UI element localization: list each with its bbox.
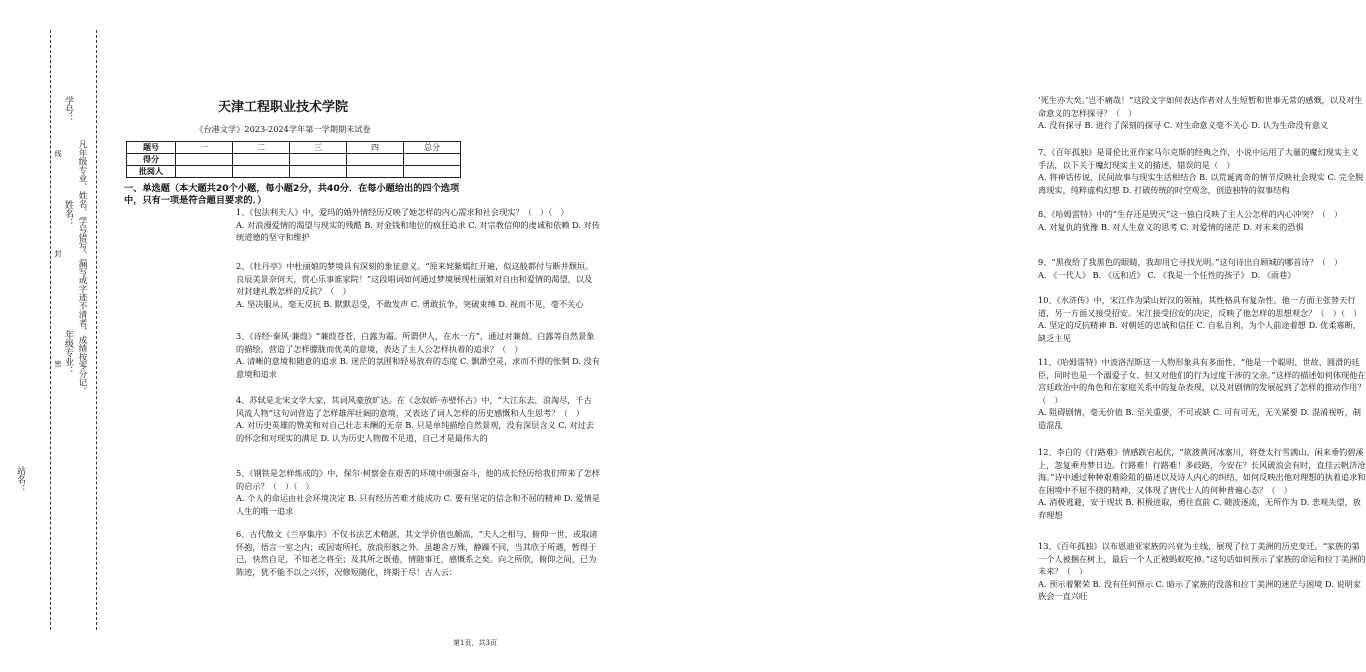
exam-subtitle: 《台港文学》2023-2024学年第一学期期末试卷 xyxy=(195,124,371,134)
question-options[interactable]: A. 将神话传说、民间故事与现实生活相结合 B. 以荒诞离奇的情节反映社会现实 C. 完全脱离现实，纯粹虚构幻想 D. 打破传统的时空观念，创造独特的叙事结构 xyxy=(1038,172,1364,195)
question-stem: 1、《包法利夫人》中，爱玛的婚外情经历反映了她怎样的内心需求和社会现实？（ ）（ ） xyxy=(236,207,569,217)
question-stem: 12、李白的《行路难》情感跌宕起伏，“欲渡黄河冰塞川，将登太行雪满山。闲来垂钓碧溪上，忽复乘舟梦日边。行路难！行路难！多歧路，今安在？长风破浪会有时，直挂云帆济沧海。”诗中通过种种艰难险阻的描述以及诗人内心的纠结，如何反映出他对理想的执着追求和在困境中不屈不挠的精神，又体现了唐代士人的何种普遍心态？（ ） xyxy=(1038,447,1366,495)
class-label: 年级专业： xyxy=(63,330,73,375)
question-13 xyxy=(1038,540,1366,603)
seal-char-2: 封 xyxy=(54,250,62,257)
question-3 xyxy=(236,330,600,380)
question-options[interactable]: A. 《一代人》 B. 《远和近》 C. 《我是一个任性的孩子》 D. 《雨巷》 xyxy=(1038,269,1296,280)
question-options[interactable]: A. 预示着繁荣 B. 没有任何预示 C. 暗示了家族的没落和拉丁美洲的迷茫与困境 D. 说明家族会一直兴旺 xyxy=(1038,578,1361,601)
question-stem: 9、“黑夜给了我黑色的眼睛，我却用它寻找光明。”这句诗出自顾城的哪首诗？（ ） xyxy=(1038,257,1343,267)
name-label: 姓名： xyxy=(63,200,73,227)
table-cell: 得分 xyxy=(127,154,176,166)
question-options[interactable]: A. 消极逃避，安于现状 B. 积极进取，勇往直前 C. 随波逐流，无所作为 D. 悲观失望，放弃理想 xyxy=(1038,497,1361,520)
question-stem: 11、《哈姆雷特》中波洛涅斯这一人物形象具有多面性，“他是一个聪明、世故、圆滑的廷臣，同时也是一个溺爱子女、但又对他们的行为过度干涉的父亲。”这样的描述如何体现他在宫廷政治中的角色和在家庭关系中的复杂表现，以及对剧情的发展起到了怎样的推动作用？（ ） xyxy=(1038,357,1366,405)
question-7 xyxy=(1038,146,1366,196)
cut-line xyxy=(96,30,97,630)
table-cell: 批阅人 xyxy=(127,166,176,178)
question-11 xyxy=(1038,356,1366,431)
question-stem: 4、苏轼是北宋文学大家，其词风豪放旷达。在《念奴娇·赤壁怀古》中，“大江东去，浪淘尽，千古风流人物”这句词营造了怎样雄浑壮阔的意境，又表达了词人怎样的历史感慨和人生思考？（ ） xyxy=(236,395,592,418)
table-cell: 题号 xyxy=(127,142,176,154)
question-stem: 2、《牡丹亭》中杜丽娘的梦境具有深刻的象征意义。“原来姹紫嫣红开遍，似这般都付与断井颓垣。良辰美景奈何天，赏心乐事谁家院！”这段唱词如何通过梦境展现杜丽娘对自由和爱情的渴望，以及对封建礼教怎样的反抗？（ ） xyxy=(236,261,594,296)
student-id-label: 学号： xyxy=(63,96,73,123)
grader-input-cell[interactable] xyxy=(404,166,461,178)
fold-line xyxy=(50,30,51,630)
question-stem: 6、古代散文《兰亭集序》不仅书法艺术精湛，其文学价值也颇高，“夫人之相与，俯仰一世，或取诸怀抱，悟言一室之内；或因寄所托，放浪形骸之外。虽趣舍万殊，静躁不同，当其欣于所遇，暂得于己，快然自足，不知老之将至；及其所之既倦，情随事迁，感慨系之矣。向之所欣，俯仰之间，已为陈迹，犹不能不以之兴怀，况修短随化，终期于尽！古人云： xyxy=(236,529,598,577)
table-row xyxy=(127,154,461,166)
score-input-cell[interactable] xyxy=(233,154,290,166)
question-8 xyxy=(1038,208,1366,233)
question-options[interactable]: A. 阻碍剧情，毫无价值 B. 至关重要，不可或缺 C. 可有可无，无关紧要 D. 混淆视听，制造混乱 xyxy=(1038,407,1361,430)
grader-input-cell[interactable] xyxy=(347,166,404,178)
question-stem: ‘死生亦大矣。’岂不痛哉！”这段文字如何表达作者对人生短暂和世事无常的感慨，以及对生命意义的怎样探寻？（ ） xyxy=(1038,95,1363,118)
question-stem: 3、《诗经·秦风·蒹葭》“蒹葭苍苍，白露为霜。所谓伊人，在水一方”，通过对蒹葭、白露等自然景象的描绘，营造了怎样朦胧而优美的意境，表达了主人公怎样执着的追求？（ ） xyxy=(236,331,595,354)
question-1 xyxy=(236,206,600,244)
question-options[interactable]: A. 没有探寻 B. 进行了深刻的探寻 C. 对生命意义毫不关心 D. 认为生命没有意义 xyxy=(1038,120,1329,130)
grader-input-cell[interactable] xyxy=(233,166,290,178)
question-stem: 13、《百年孤独》以布恩迪亚家族的兴衰为主线，展现了拉丁美洲的历史变迁。“家族的第一个人被捆在树上，最后一个人正被蚂蚁吃掉。”这句话如何预示了家族的命运和拉丁美洲的未来？（ ） xyxy=(1038,541,1366,576)
question-12 xyxy=(1038,446,1366,521)
question-options[interactable]: A. 对历史英雄的赞美和对自己壮志未酬的无奈 B. 只是单纯描绘自然景观，没有深层含义 C. 对过去的怀念和对现实的满足 D. 认为历史人物微不足道，自己才是最伟大的 xyxy=(236,420,595,443)
question-options[interactable]: A. 对复仇的犹豫 B. 对人生意义的思考 C. 对爱情的迷茫 D. 对未来的恐惧 xyxy=(1038,221,1304,232)
table-cell: 二 xyxy=(233,142,290,154)
question-stem: 7、《百年孤独》是哥伦比亚作家马尔克斯的经典之作，小说中运用了大量的魔幻现实主义手法，以下关于魔幻现实主义的描述，错误的是（ ） xyxy=(1038,147,1359,170)
question-stem: 10、《水浒传》中，宋江作为梁山好汉的领袖，其性格具有复杂性。他一方面主张替天行道，另一方面又接受招安。宋江接受招安的决定，反映了他怎样的思想观念？（ ）（ ） xyxy=(1038,295,1362,318)
seal-char-3: 密 xyxy=(54,360,62,367)
table-row xyxy=(127,142,461,154)
table-row xyxy=(127,166,461,178)
question-10 xyxy=(1038,294,1366,344)
question-stem: 8、《哈姆雷特》中的“生存还是毁灭”这一独白反映了主人公怎样的内心冲突？（ ） xyxy=(1038,209,1343,219)
question-4 xyxy=(236,394,600,444)
table-cell: 三 xyxy=(290,142,347,154)
question-options[interactable]: A. 坚定的反抗精神 B. 对朝廷的忠诚和信任 C. 自私自利，为个人前途着想 D. 优柔寡断，缺乏主见 xyxy=(1038,320,1361,343)
table-cell: 总分 xyxy=(404,142,461,154)
question-2 xyxy=(236,260,600,310)
score-table xyxy=(126,141,461,178)
grader-input-cell[interactable] xyxy=(290,166,347,178)
question-9 xyxy=(1038,256,1366,281)
binding-strip xyxy=(0,0,112,672)
table-cell: 一 xyxy=(176,142,233,154)
seat-label: 站名： xyxy=(15,466,25,493)
score-input-cell[interactable] xyxy=(404,154,461,166)
question-6 xyxy=(236,528,600,578)
question-options[interactable]: A. 个人的命运由社会环境决定 B. 只有经历苦难才能成功 C. 要有坚定的信念和不屈的精神 D. 爱情是人生的唯一追求 xyxy=(236,493,600,516)
seal-char-1: 线 xyxy=(54,150,62,157)
school-title: 天津工程职业技术学院 xyxy=(217,100,348,115)
question-6-continued xyxy=(1038,94,1366,132)
question-options[interactable]: A. 坚决服从，毫无反抗 B. 默默忍受，不敢发声 C. 勇敢抗争，突破束缚 D. 视而不见，毫不关心 xyxy=(236,298,584,309)
grader-input-cell[interactable] xyxy=(176,166,233,178)
question-options[interactable]: A. 清晰的意境和随意的追求 B. 迷茫的氛围和轻易放弃的态度 C. 飘渺空灵，求而不得的怅惘 D. 没有意境和追求 xyxy=(236,356,600,379)
table-cell: 四 xyxy=(347,142,404,154)
section-heading: 一、单选题（本大题共20个小题，每小题2分，共40分．在每小题给出的四个选项中，只有一项是符合题目要求的．） xyxy=(124,183,460,206)
question-5 xyxy=(236,467,600,517)
score-input-cell[interactable] xyxy=(290,154,347,166)
score-input-cell[interactable] xyxy=(176,154,233,166)
page-footer: 第1页，共3页 xyxy=(453,639,497,647)
score-input-cell[interactable] xyxy=(347,154,404,166)
notice-text: 凡年级专业、姓名、学号错写、漏写或字迹不清者，成绩按零分记。 xyxy=(77,140,87,395)
question-options[interactable]: A. 对浪漫爱情的渴望与现实的残酷 B. 对金钱和地位的疯狂追求 C. 对宗教信仰的虔诚和依赖 D. 对传统道德的坚守和维护 xyxy=(236,219,600,242)
question-stem: 5、《钢铁是怎样炼成的》中，保尔·柯察金在艰苦的环境中顽强奋斗，他的成长经历给我们带来了怎样的启示？（ ）（ ） xyxy=(236,468,600,491)
